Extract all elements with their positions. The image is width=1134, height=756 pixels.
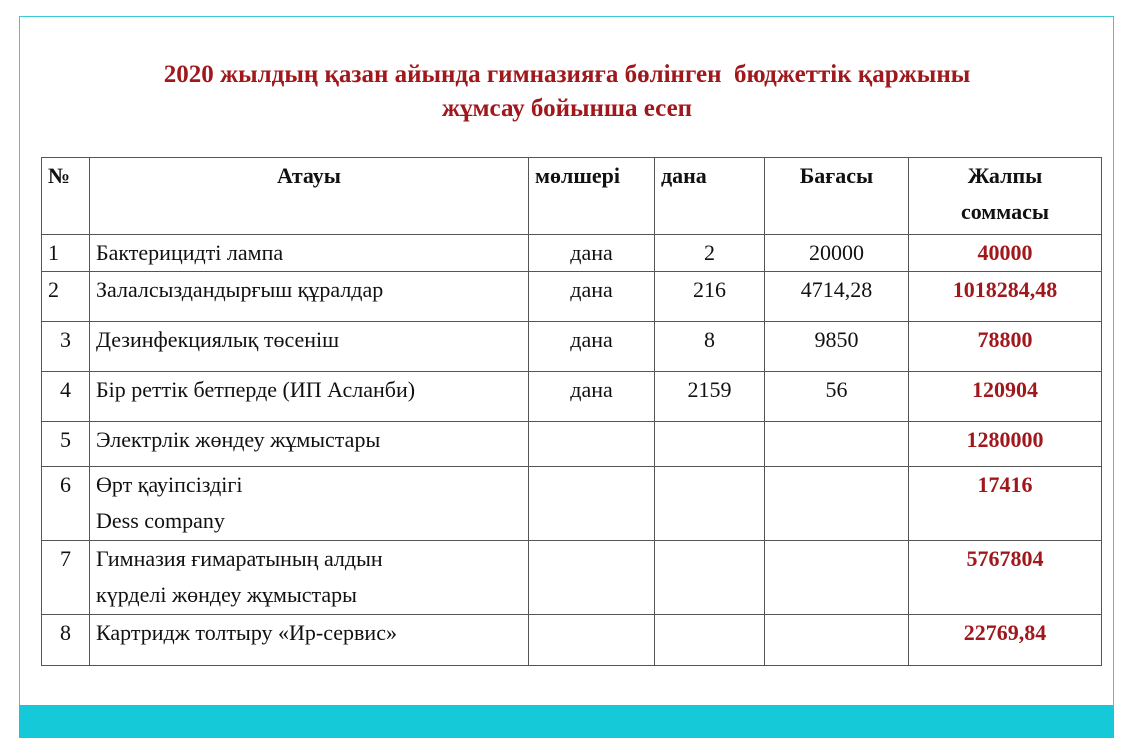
row-name-line: Электрлік жөндеу жұмыстары (96, 427, 381, 452)
row-name (90, 322, 529, 372)
row-number: 1 (42, 235, 90, 272)
row-name-line: Дезинфекциялық төсеніш (96, 327, 340, 352)
row-price (765, 422, 909, 467)
report-title (40, 58, 1094, 126)
row-number: 5 (42, 422, 90, 467)
row-total: 40000 (909, 235, 1102, 272)
row-unit: дана (529, 372, 655, 422)
row-unit (529, 422, 655, 467)
table-row (42, 372, 1102, 422)
table-row (42, 422, 1102, 467)
row-price (765, 541, 909, 615)
header-number: № (42, 158, 90, 235)
row-quantity: 2 (655, 235, 765, 272)
row-name (90, 272, 529, 322)
table-header-row (42, 158, 1102, 235)
row-total: 78800 (909, 322, 1102, 372)
header-total-line-1: Жалпы (967, 163, 1043, 188)
table-row (42, 467, 1102, 541)
row-total: 1018284,48 (909, 272, 1102, 322)
row-quantity: 216 (655, 272, 765, 322)
row-price: 20000 (765, 235, 909, 272)
row-unit (529, 467, 655, 541)
row-number: 6 (42, 467, 90, 541)
row-price (765, 615, 909, 666)
row-number: 4 (42, 372, 90, 422)
table-row (42, 615, 1102, 666)
row-name-line: Бір реттік бетперде (ИП Асланби) (96, 377, 416, 402)
row-name-line: Бактерицидті лампа (96, 240, 284, 265)
row-quantity: 8 (655, 322, 765, 372)
row-quantity (655, 467, 765, 541)
table-row (42, 272, 1102, 322)
row-unit (529, 615, 655, 666)
row-number: 7 (42, 541, 90, 615)
report-title-line-2: жұмсау бойынша есеп (441, 95, 693, 122)
row-quantity: 2159 (655, 372, 765, 422)
table-row (42, 235, 1102, 272)
row-quantity (655, 615, 765, 666)
table-row (42, 322, 1102, 372)
header-price: Бағасы (765, 158, 909, 235)
row-name-line: күрделі жөндеу жұмыстары (96, 582, 357, 607)
table-row (42, 541, 1102, 615)
row-unit: дана (529, 272, 655, 322)
budget-report-table (41, 157, 1102, 666)
row-number: 8 (42, 615, 90, 666)
row-total: 5767804 (909, 541, 1102, 615)
bottom-accent-bar (19, 705, 1114, 738)
row-name (90, 467, 529, 541)
row-unit (529, 541, 655, 615)
row-total: 120904 (909, 372, 1102, 422)
row-unit: дана (529, 322, 655, 372)
row-price: 9850 (765, 322, 909, 372)
row-unit: дана (529, 235, 655, 272)
row-name-line: Картридж толтыру «Ир-сервис» (96, 620, 397, 645)
row-quantity (655, 541, 765, 615)
row-total: 22769,84 (909, 615, 1102, 666)
header-unit: мөлшері (529, 158, 655, 235)
report-title-line-1: 2020 жылдың қазан айында гимназияға бөлінген бюджеттік қаржыны (163, 61, 971, 88)
row-number: 3 (42, 322, 90, 372)
table-body (42, 235, 1102, 666)
row-name-line: Гимназия ғимаратының алдын (96, 546, 383, 571)
row-price: 56 (765, 372, 909, 422)
header-total-line-2: соммасы (960, 199, 1050, 224)
row-name-line: Dess company (96, 508, 225, 533)
header-quantity: дана (655, 158, 765, 235)
row-quantity (655, 422, 765, 467)
row-name-line: Залалсыздандырғыш құралдар (96, 277, 384, 302)
row-price: 4714,28 (765, 272, 909, 322)
header-total (909, 158, 1102, 235)
row-name (90, 541, 529, 615)
row-name (90, 422, 529, 467)
row-price (765, 467, 909, 541)
row-name-line: Өрт қауіпсіздігі (96, 472, 243, 497)
row-name (90, 615, 529, 666)
header-name: Атауы (90, 158, 529, 235)
row-number: 2 (42, 272, 90, 322)
row-name (90, 235, 529, 272)
row-total: 17416 (909, 467, 1102, 541)
row-total: 1280000 (909, 422, 1102, 467)
row-name (90, 372, 529, 422)
